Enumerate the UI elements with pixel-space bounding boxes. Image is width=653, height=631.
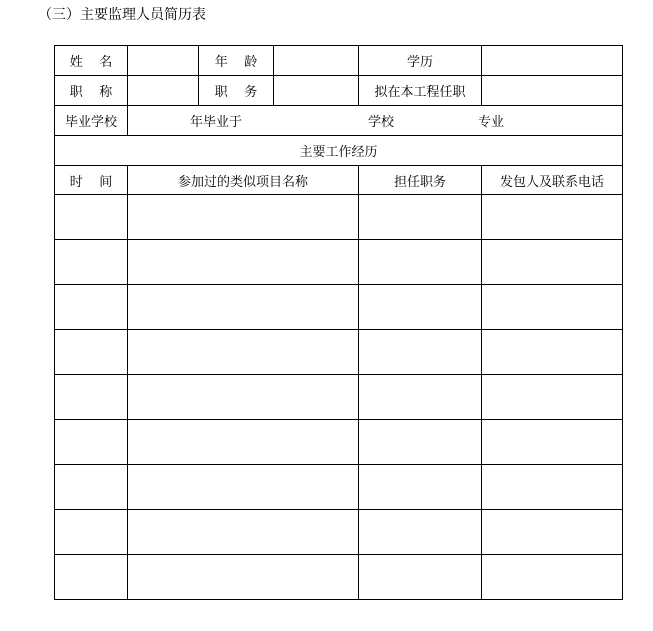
proposed-role-value-cell[interactable] [482,76,623,106]
table-row [55,465,623,510]
time-cell[interactable] [55,510,128,555]
graduation-year-label: 年毕业于 [190,115,243,130]
resume-table [54,45,623,600]
client-cell[interactable] [482,555,623,600]
role-cell[interactable] [359,465,482,510]
column-header-project: 参加过的类似项目名称 [128,166,359,195]
project-cell[interactable] [128,330,359,375]
time-cell[interactable] [55,375,128,420]
client-cell[interactable] [482,195,623,240]
school-info-cell[interactable] [128,106,623,136]
title-value-cell[interactable] [128,76,199,106]
client-cell[interactable] [482,510,623,555]
role-cell[interactable] [359,330,482,375]
table-row [55,285,623,330]
age-value-cell[interactable] [274,46,359,76]
position-value-cell[interactable] [274,76,359,106]
client-cell[interactable] [482,240,623,285]
table-row [55,136,623,166]
column-header-client: 发包人及联系电话 [482,166,623,195]
client-cell[interactable] [482,465,623,510]
project-cell[interactable] [128,465,359,510]
role-cell[interactable] [359,375,482,420]
experience-heading: 主要工作经历 [55,136,623,166]
position-label: 职 务 [199,76,274,106]
page-title: （三）主要监理人员简历表 [38,7,206,23]
table-row [55,555,623,600]
proposed-role-label: 拟在本工程任职 [359,76,482,106]
role-cell[interactable] [359,420,482,465]
time-cell[interactable] [55,195,128,240]
role-cell[interactable] [359,555,482,600]
title-label: 职 称 [55,76,128,106]
project-cell[interactable] [128,510,359,555]
client-cell[interactable] [482,330,623,375]
table-row [55,330,623,375]
education-label: 学历 [359,46,482,76]
time-cell[interactable] [55,240,128,285]
project-cell[interactable] [128,195,359,240]
table-row [55,510,623,555]
role-cell[interactable] [359,195,482,240]
project-cell[interactable] [128,420,359,465]
education-value-cell[interactable] [482,46,623,76]
table-row [55,240,623,285]
column-header-time: 时 间 [55,166,128,195]
table-row [55,166,623,195]
table-row [55,195,623,240]
project-cell[interactable] [128,555,359,600]
table-row [55,375,623,420]
time-cell[interactable] [55,330,128,375]
client-cell[interactable] [482,375,623,420]
column-header-role: 担任职务 [359,166,482,195]
role-cell[interactable] [359,510,482,555]
time-cell[interactable] [55,285,128,330]
age-label: 年 龄 [199,46,274,76]
time-cell[interactable] [55,420,128,465]
name-label: 姓 名 [55,46,128,76]
project-cell[interactable] [128,240,359,285]
table-row [55,46,623,76]
role-cell[interactable] [359,240,482,285]
role-cell[interactable] [359,285,482,330]
school-name-label: 学校 [368,115,395,130]
name-value-cell[interactable] [128,46,199,76]
client-cell[interactable] [482,285,623,330]
client-cell[interactable] [482,420,623,465]
table-row [55,420,623,465]
time-cell[interactable] [55,465,128,510]
project-cell[interactable] [128,375,359,420]
time-cell[interactable] [55,555,128,600]
project-cell[interactable] [128,285,359,330]
school-label: 毕业学校 [55,106,128,136]
table-row [55,106,623,136]
major-label: 专业 [478,115,505,130]
table-row [55,76,623,106]
